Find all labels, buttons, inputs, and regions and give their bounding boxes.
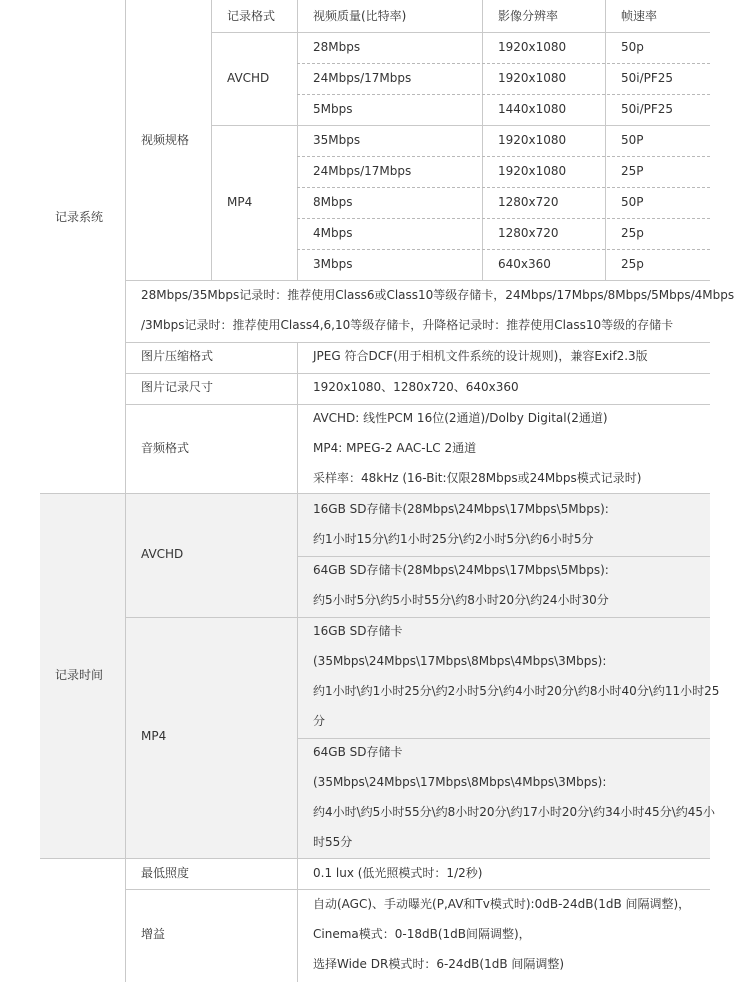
row-divider — [297, 218, 710, 219]
column-divider — [125, 0, 126, 982]
column-divider — [297, 0, 298, 280]
row-divider — [125, 889, 710, 890]
format-mp4: MP4 — [227, 195, 253, 209]
recording-time-line: 约5小时5分\约5小时55分\约8小时20分\约24小时30分 — [313, 593, 609, 607]
table-cell: 3Mbps — [313, 257, 353, 271]
table-cell: 1920x1080 — [498, 71, 567, 85]
column-divider — [211, 0, 212, 280]
section-label-recording-time: 记录时间 — [55, 668, 104, 682]
table-cell: 50i/PF25 — [621, 102, 674, 116]
card-note-line: 28Mbps/35Mbps记录时：推荐使用Class6或Class10等级存储卡，24Mbps/17Mbps/8Mbps/5Mbps/4Mbps — [141, 288, 735, 302]
min-illumination-label: 最低照度 — [141, 866, 190, 880]
recording-time-line: 16GB SD存储卡 — [313, 624, 403, 638]
gain-line: 选择Wide DR模式时：6-24dB(1dB 间隔调整) — [313, 957, 565, 971]
card-note-line: /3Mbps记录时：推荐使用Class4,6,10等级存储卡，升降格记录时：推荐使用Class10等级的存储卡 — [141, 318, 674, 332]
table-cell: 25p — [621, 226, 644, 240]
table-cell: 25p — [621, 257, 644, 271]
column-divider — [297, 342, 298, 982]
recording-time-line: (35Mbps\24Mbps\17Mbps\8Mbps\4Mbps\3Mbps): — [313, 775, 607, 789]
recording-time-mp4-label: MP4 — [141, 729, 167, 743]
table-cell: 28Mbps — [313, 40, 361, 54]
table-cell: 1280x720 — [498, 226, 559, 240]
gain-line: 自动(AGC)、手动曝光(P,AV和Tv模式时):0dB-24dB(1dB 间隔调整)， — [313, 897, 691, 911]
table-cell: 640x360 — [498, 257, 551, 271]
recording-time-line: 64GB SD存储卡(28Mbps\24Mbps\17Mbps\5Mbps): — [313, 563, 609, 577]
recording-time-line: 64GB SD存储卡 — [313, 745, 403, 759]
row-divider — [297, 738, 710, 739]
row-divider — [211, 32, 710, 33]
audio-format-line: 采样率：48kHz (16-Bit:仅限28Mbps或24Mbps模式记录时) — [313, 471, 642, 485]
table-cell: 4Mbps — [313, 226, 353, 240]
recording-time-line: 约1小时15分\约1小时25分\约2小时5分\约6小时5分 — [313, 532, 594, 546]
table-cell: 1280x720 — [498, 195, 559, 209]
header-frame-rate: 帧速率 — [621, 9, 658, 23]
table-cell: 35Mbps — [313, 133, 361, 147]
table-cell: 1920x1080 — [498, 164, 567, 178]
format-avchd: AVCHD — [227, 71, 270, 85]
table-cell: 1920x1080 — [498, 133, 567, 147]
row-divider — [297, 249, 710, 250]
recording-time-line: 约1小时\约1小时25分\约2小时5分\约4小时20分\约8小时40分\约11小时25 — [313, 684, 720, 698]
column-divider — [605, 0, 606, 280]
table-cell: 5Mbps — [313, 102, 353, 116]
audio-format-line: MP4: MPEG-2 AAC-LC 2通道 — [313, 441, 477, 455]
recording-time-line: (35Mbps\24Mbps\17Mbps\8Mbps\4Mbps\3Mbps): — [313, 654, 607, 668]
recording-time-line: 16GB SD存储卡(28Mbps\24Mbps\17Mbps\5Mbps): — [313, 502, 609, 516]
recording-time-line: 分 — [313, 714, 326, 728]
min-illumination-value: 0.1 lux (低光照模式时：1/2秒) — [313, 866, 483, 880]
row-divider — [297, 156, 710, 157]
row-divider — [40, 493, 710, 494]
row-divider — [125, 280, 710, 281]
row-divider — [40, 858, 710, 859]
column-divider — [482, 0, 483, 280]
video-spec-label: 视频规格 — [141, 133, 190, 147]
section-label-recording-system: 记录系统 — [55, 210, 104, 224]
row-divider — [125, 404, 710, 405]
audio-format-label: 音频格式 — [141, 441, 190, 455]
image-compression-value: JPEG 符合DCF(用于相机文件系统的设计规则)，兼容Exif2.3版 — [313, 349, 648, 363]
table-cell: 25P — [621, 164, 644, 178]
table-cell: 50P — [621, 195, 644, 209]
table-cell: 1440x1080 — [498, 102, 567, 116]
row-divider — [297, 63, 710, 64]
header-bitrate: 视频质量(比特率) — [313, 9, 407, 23]
recording-time-line: 时55分 — [313, 835, 353, 849]
table-cell: 8Mbps — [313, 195, 353, 209]
audio-format-line: AVCHD: 线性PCM 16位(2通道)/Dolby Digital(2通道) — [313, 411, 608, 425]
recording-time-line: 约4小时\约5小时55分\约8小时20分\约17小时20分\约34小时45分\约45小 — [313, 805, 716, 819]
table-cell: 24Mbps/17Mbps — [313, 71, 412, 85]
table-cell: 24Mbps/17Mbps — [313, 164, 412, 178]
image-size-value: 1920x1080、1280x720、640x360 — [313, 380, 519, 394]
gain-label: 增益 — [141, 927, 166, 941]
image-compression-label: 图片压缩格式 — [141, 349, 214, 363]
gain-line: Cinema模式：0-18dB(1dB间隔调整)， — [313, 927, 531, 941]
row-divider — [297, 556, 710, 557]
table-cell: 50i/PF25 — [621, 71, 674, 85]
row-divider — [297, 187, 710, 188]
image-size-label: 图片记录尺寸 — [141, 380, 214, 394]
table-cell: 50p — [621, 40, 644, 54]
row-divider — [125, 373, 710, 374]
table-cell: 1920x1080 — [498, 40, 567, 54]
row-divider — [125, 342, 710, 343]
row-divider — [211, 125, 710, 126]
row-divider — [125, 617, 710, 618]
header-resolution: 影像分辨率 — [498, 9, 559, 23]
row-divider — [297, 94, 710, 95]
recording-time-avchd-label: AVCHD — [141, 547, 184, 561]
header-record-format: 记录格式 — [227, 9, 276, 23]
table-cell: 50P — [621, 133, 644, 147]
